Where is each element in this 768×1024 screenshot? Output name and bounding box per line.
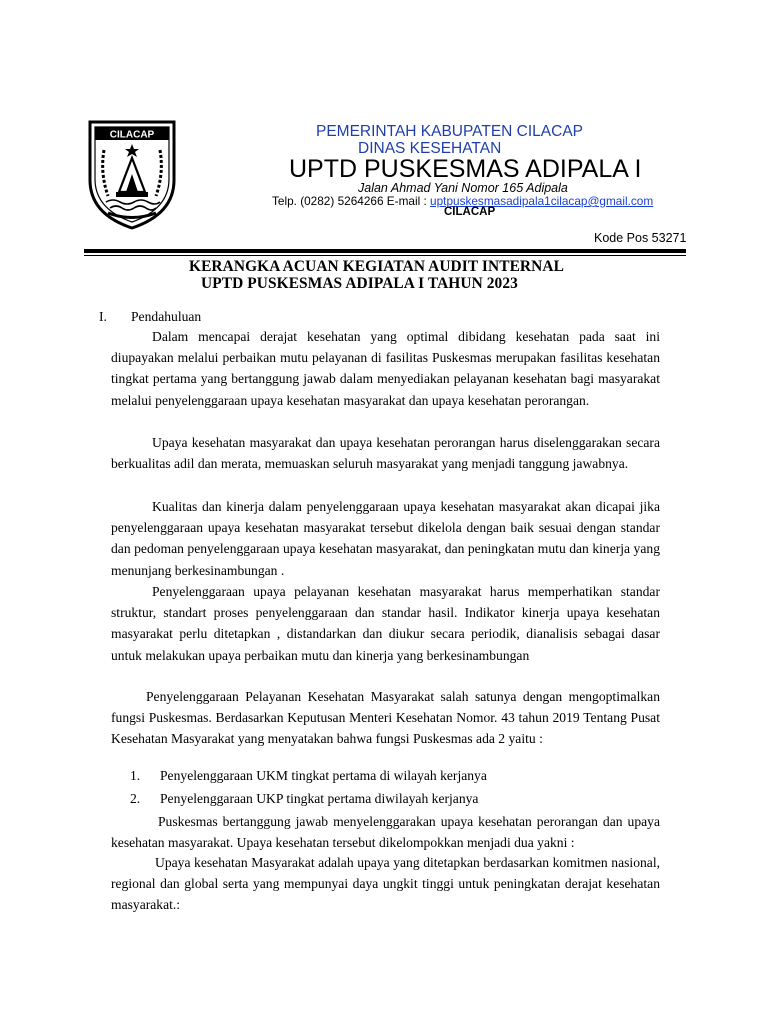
postal-code: Kode Pos 53271 (594, 231, 687, 245)
section-number: I. (99, 309, 107, 324)
paragraph-1: Dalam mencapai derajat kesehatan yang optimal dibidang kesehatan pada saat ini diupayakan melalui perbaikan mutu pelayanan di fasilitas Puskesmas merupakan fasilitas kesehatan tingkat pertama yang bertanggung jawab dalam menyediakan pelayanan kesehatan bagi masyarakat melalui penyelenggaraan upaya kesehatan masyarakat dan upaya kesehatan perorangan. (111, 329, 660, 408)
paragraph-5: Penyelenggaraan Pelayanan Kesehatan Masyarakat salah satunya dengan mengoptimalkan fungsi Puskesmas. Berdasarkan Keputusan Menteri Kesehatan Nomor. 43 tahun 2019 Tentang Pusat Kesehatan Masyarakat yang menyatakan bahwa fungsi Puskesmas ada 2 yaitu : (111, 689, 660, 747)
letterhead-divider-thick (84, 249, 686, 253)
city-name: CILACAP (444, 206, 496, 218)
list-item-number: 1. (130, 768, 141, 783)
paragraph-6: Puskesmas bertanggung jawab menyelenggarakan upaya kesehatan perorangan dan upaya kesehatan masyarakat. Upaya kesehatan tersebut dikelompokkan menjadi dua yakni : (111, 814, 660, 851)
paragraph-3: Kualitas dan kinerja dalam penyelenggaraan upaya kesehatan masyarakat akan dicapai jika penyelenggaraan upaya kesehatan masyarakat tersebut dikelola dengan baik sesuai dengan standar dan pedoman penyelenggaraan upaya kesehatan masyarakat, dan peningkatan mutu dan kinerja yang menunjang berkesinambungan . (111, 499, 660, 578)
emblem-label: CILACAP (109, 129, 155, 141)
paragraph-2: Upaya kesehatan masyarakat dan upaya kesehatan perorangan harus diselenggarakan secara berkualitas adil dan merata, memuaskan seluruh masyarakat yang menjadi tanggung jawabnya. (111, 435, 660, 472)
section-heading: Pendahuluan (131, 309, 202, 324)
list-item-number: 2. (130, 791, 141, 806)
institution-name: UPTD PUSKESMAS ADIPALA I (289, 155, 642, 183)
letterhead-divider-thin (84, 255, 686, 256)
list-item-text: Penyelenggaraan UKM tingkat pertama di wilayah kerjanya (160, 768, 487, 783)
document-title-line-2: UPTD PUSKESMAS ADIPALA I TAHUN 2023 (201, 275, 518, 292)
paragraph-4: Penyelenggaraan upaya pelayanan kesehatan masyarakat harus memperhatikan standar struktur, standart proses penyelenggaraan dan standar hasil. Indikator kinerja upaya kesehatan masyarakat perlu ditetapkan , distandarkan dan diukur secara periodik, dianalisis sebagai dasar untuk melakukan upaya perbaikan mutu dan kinerja yang berkesinambungan (111, 584, 660, 663)
paragraph-7: Upaya kesehatan Masyarakat adalah upaya yang ditetapkan berdasarkan komitmen nasional, regional dan global serta yang mempunyai daya ungkit tinggi untuk peningkatan derajat kesehatan masyarakat.: (111, 855, 660, 913)
document-title-line-1: KERANGKA ACUAN KEGIATAN AUDIT INTERNAL (189, 258, 564, 275)
department-name: DINAS KESEHATAN (358, 140, 502, 157)
government-name: PEMERINTAH KABUPATEN CILACAP (316, 123, 583, 140)
cilacap-regency-emblem (86, 118, 178, 230)
address: Jalan Ahmad Yani Nomor 165 Adipala (358, 181, 568, 195)
email-link[interactable]: uptpuskesmasadipala1cilacap@gmail.com (430, 194, 654, 208)
list-item-text: Penyelenggaraan UKP tingkat pertama diwilayah kerjanya (160, 791, 479, 806)
phone-text: Telp. (0282) 5264266 E-mail : (272, 194, 431, 208)
